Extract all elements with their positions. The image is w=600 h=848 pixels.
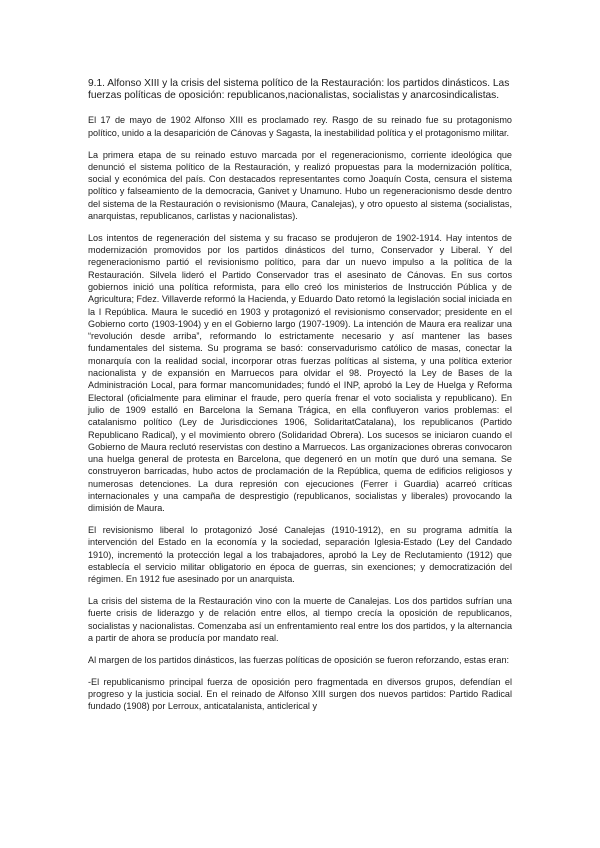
paragraph-fuerzas-oposicion: Al margen de los partidos dinásticos, las fuerzas políticas de oposición se fueron reforzando, estas eran: — [88, 654, 510, 665]
paragraph-regeneracionismo: La primera etapa de su reinado estuvo marcada por el regeneracionismo, corriente ideológica que denunció el sistema político de la Restauración, y realizó propuestas para la modernización política, social y económica del país. Con destacados representantes como Joaquín Costa, censura el sistema político y falseamiento de la democracia, Ganivet y Unamuno. Hubo un regeneracionismo desde dentro del sistema de la Restauración o revisionismo (Maura, Canalejas), y otro opuesto al sistema (socialistas, anarquistas, republicanos, carlistas y nacionalistas). — [88, 149, 512, 221]
document-title: 9.1. Alfonso XIII y la crisis del sistema político de la Restauración: los partidos dinásticos. Las fuerzas políticas de oposición: republicanos,nacionalistas, socialistas y anarcosindicalistas. — [88, 78, 510, 102]
paragraph-revisionismo-liberal: El revisionismo liberal lo protagonizó José Canalejas (1910-1912), en su programa admitía la intervención del Estado en la economía y la sociedad, separación Iglesia-Estado (Ley del Candado 1910), incrementó la protección legal a los trabajadores, aprobó la Ley de Reclutamiento (1912) que establecía el servicio militar obligatorio en época de guerras, sin exenciones; y democratización del régimen. En 1912 fue asesinado por un anarquista. — [88, 525, 512, 585]
paragraph-republicanismo: -El republicanismo principal fuerza de oposición pero fragmentada en diversos grupos, defendían el progreso y la justicia social. En el reinado de Alfonso XIII surgen dos nuevos partidos: Partido Radical fundado (1908) por Lerroux, anticatalanista, anticlerical y — [88, 676, 512, 712]
paragraph-proclamation: El 17 de mayo de 1902 Alfonso XIII es proclamado rey. Rasgo de su reinado fue su protagonismo político, unido a la desaparición de Cánovas y Sagasta, la inestabilidad política y el protagonismo militar. — [88, 115, 512, 138]
paragraph-crisis-sistema: La crisis del sistema de la Restauración vino con la muerte de Canalejas. Los dos partidos sufrían una fuerte crisis de liderazgo y de relación entre ellos, al tiempo crecía la oposición de republicanos, socialistas y nacionalistas. Comenzaba así un enfrentamiento real entre los dos partidos, y la alternancia a partir de ahora se producía por mandato real. — [88, 596, 512, 643]
paragraph-revisionismo-conservador: Los intentos de regeneración del sistema y su fracaso se produjeron de 1902-1914. Hay intentos de modernización promovidos por los partidos dinásticos del turno, Conservador y Liberal. Y del regeneracionismo partió el revisionismo político, para dar un nuevo impulso a la política de la Restauración. Silvela lideró el Partido Conservador tras el asesinato de Cánovas. En sus cortos gobiernos inició una política reformista, para ello creó los ministerios de Instrucción Pública y de Agricultura; Fdez. Villaverde reformó la Hacienda, y Eduardo Dato retomó la legislación social iniciada en la I República. Maura le sucedió en 1903 y protagonizó el revisionismo conservador; presidente en el Gobierno corto (1903-1904) y en el Gobierno largo (1907-1909). La intención de Maura era realizar una “revolución desde arriba”, reformando lo estrictamente necesario y así mantener las bases fundamentales del sistema. Su programa se basó: conservadurismo católico de masas, conectar la monarquía con la realidad social, incorporar otras fuerzas políticas al sistema, y una política exterior nacionalista y de expansión en Marruecos para olvidar el 98. Proyectó la Ley de Bases de la Administración Local, para formar mancomunidades; fundó el INP, aprobó la Ley de Huelga y Reforma Electoral (oficialmente para eliminar el fraude, pero quería frenar el voto socialista y republicano). En julio de 1909 estalló en Barcelona la Semana Trágica, en ella confluyeron varios problemas: el catalanismo político (Ley de Jurisdicciones 1906, SolidaritatCatalana), los republicanos (Partido Republicano Radical), y el movimiento obrero (Solidaridad Obrera). Los sucesos se iniciaron cuando el Gobierno de Maura reclutó reservistas con destino a Marruecos. Las organizaciones obreras convocaron una huelga general de protesta en Barcelona, que degeneró en un motín que duró una semana. Se construyeron barricadas, hubo actos de proclamación de la República, quema de edificios religiosos y numerosas detenciones. La dura represión con ejecuciones (Ferrer i Guardia) acarreó críticas internacionales y una campaña de desprestigio (republicanos, socialistas y liberales) provocando la dimisión de Maura. — [88, 232, 512, 514]
